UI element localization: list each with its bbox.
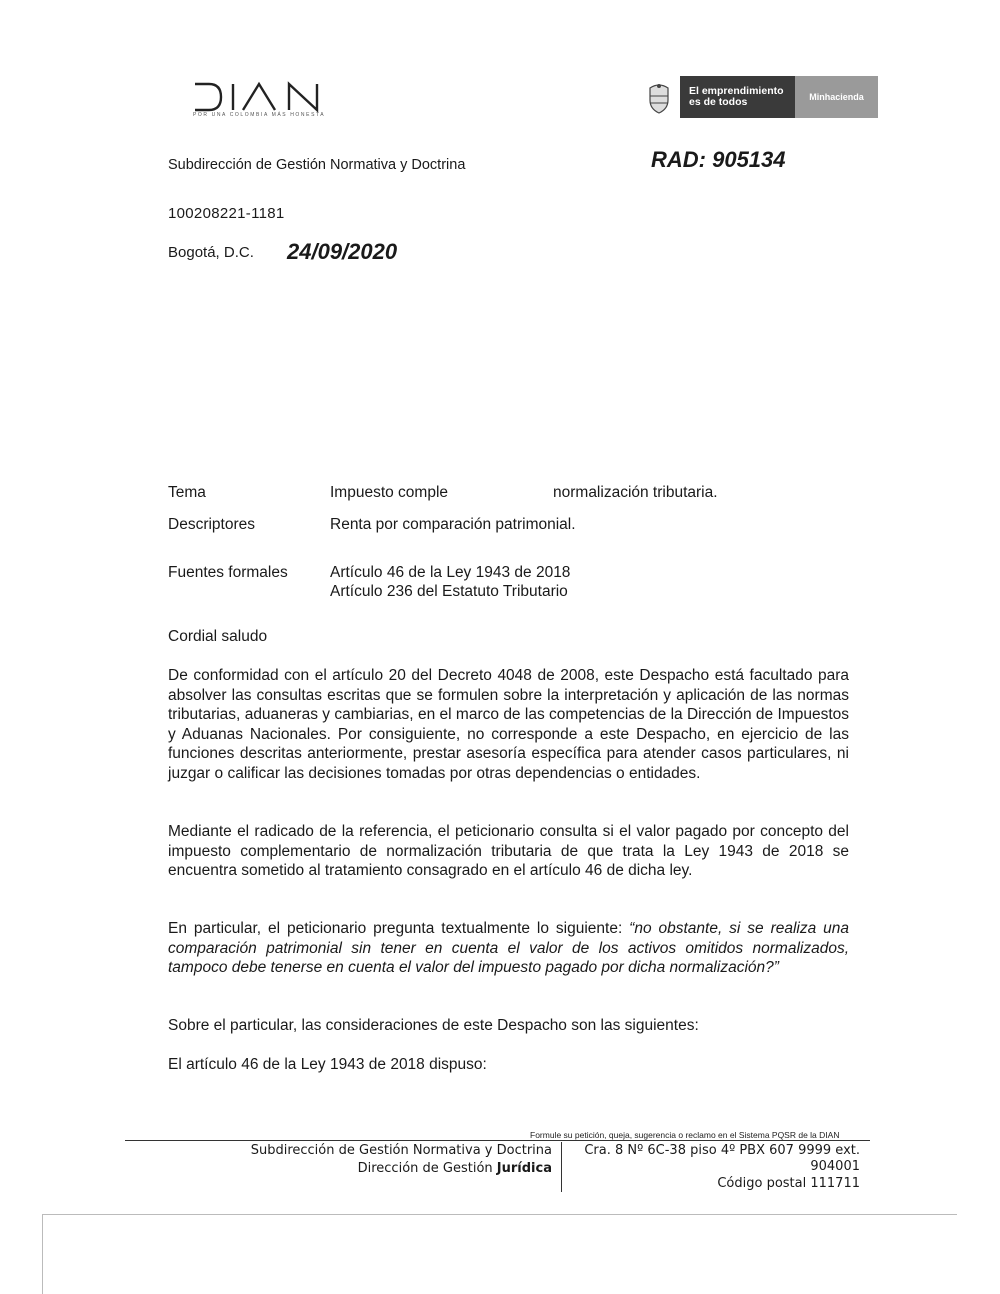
paragraph-competence: De conformidad con el artículo 20 del Decreto 4048 de 2008, este Despacho está facultado para absolver las consultas escritas que se formulen sobre la interpretación y aplicación de las normas tributarias, aduaneras y cambiarias, en el marco de las competencias de la Dirección de Impuestos y Aduanas Nacionales. Por consiguiente, no corresponde a este Despacho, en ejercicio de las funciones descritas anteriormente, prestar asesoría específica para atender casos particulares, ni juzgar o calificar las decisiones tomadas por otras dependencias o entidades. <box>168 667 849 782</box>
footer-office: Subdirección de Gestión Normativa y Doctrina <box>250 1143 552 1158</box>
tema-label: Tema <box>168 484 206 501</box>
gov-slogan-line-1: El emprendimiento <box>689 85 784 97</box>
government-banner <box>680 76 878 118</box>
gov-ministry: Minhacienda <box>795 76 878 118</box>
page-edge-line <box>42 1214 957 1215</box>
gov-slogan-line-2: es de todos <box>689 96 748 108</box>
paragraph-article: El artículo 46 de la Ley 1943 de 2018 dispuso: <box>168 1056 487 1073</box>
reference-number: 100208221-1181 <box>168 205 285 222</box>
descriptores-value: Renta por comparación patrimonial. <box>330 516 576 533</box>
footer-postal-code: Código postal 111711 <box>717 1176 860 1191</box>
question-intro: En particular, el peticionario pregunta textualmente lo siguiente: <box>168 920 630 937</box>
fuentes-label: Fuentes formales <box>168 564 288 581</box>
footer-address: Cra. 8 Nº 6C-38 piso 4º PBX 607 9999 ext. <box>584 1143 860 1158</box>
colombia-seal-icon <box>646 82 672 114</box>
footer-direction-bold: Jurídica <box>496 1161 552 1176</box>
footer-divider <box>125 1140 870 1141</box>
document-date: 24/09/2020 <box>287 239 398 264</box>
page-edge-vertical <box>42 1214 43 1294</box>
tema-value-part-1: Impuesto comple <box>330 484 449 501</box>
question-quote: “no obstante, si se realiza una comparación patrimonial sin tener en cuenta el valor de los activos omitidos normalizados, tampoco debe tenerse en cuenta el valor del impuesto pagado por dicha normalización?” <box>168 920 850 977</box>
paragraph-query: Mediante el radicado de la referencia, el peticionario consulta si el valor pagado por concepto del impuesto complementario de normalización tributaria de que trata la Ley 1943 de 2018 se encuentra sometido al tratamiento consagrado en el artículo 46 de dicha ley. <box>168 823 849 880</box>
paragraph-considerations: Sobre el particular, las consideraciones de este Despacho son las siguientes: <box>168 1017 699 1034</box>
logo-tagline: POR UNA COLOMBIA MÁS HONESTA <box>193 112 326 118</box>
footer-direction <box>230 1161 552 1176</box>
footer-extension: 904001 <box>810 1159 860 1174</box>
fuentes-value-1: Artículo 46 de la Ley 1943 de 2018 <box>330 564 571 581</box>
fuentes-value-2: Artículo 236 del Estatuto Tributario <box>330 583 568 600</box>
footer-column-divider <box>561 1142 562 1192</box>
tema-value-part-2: normalización tributaria. <box>553 484 718 501</box>
greeting: Cordial saludo <box>168 628 268 645</box>
gov-slogan <box>680 76 795 118</box>
footer-direction-prefix: Dirección de Gestión <box>357 1161 497 1176</box>
city: Bogotá, D.C. <box>168 244 254 261</box>
radicado-number: RAD: 905134 <box>651 147 786 172</box>
paragraph-question <box>168 919 849 978</box>
descriptores-label: Descriptores <box>168 516 255 533</box>
pqsr-notice: Formule su petición, queja, sugerencia o reclamo en el Sistema PQSR de la DIAN <box>530 1130 840 1140</box>
department-name: Subdirección de Gestión Normativa y Doctrina <box>168 157 466 173</box>
